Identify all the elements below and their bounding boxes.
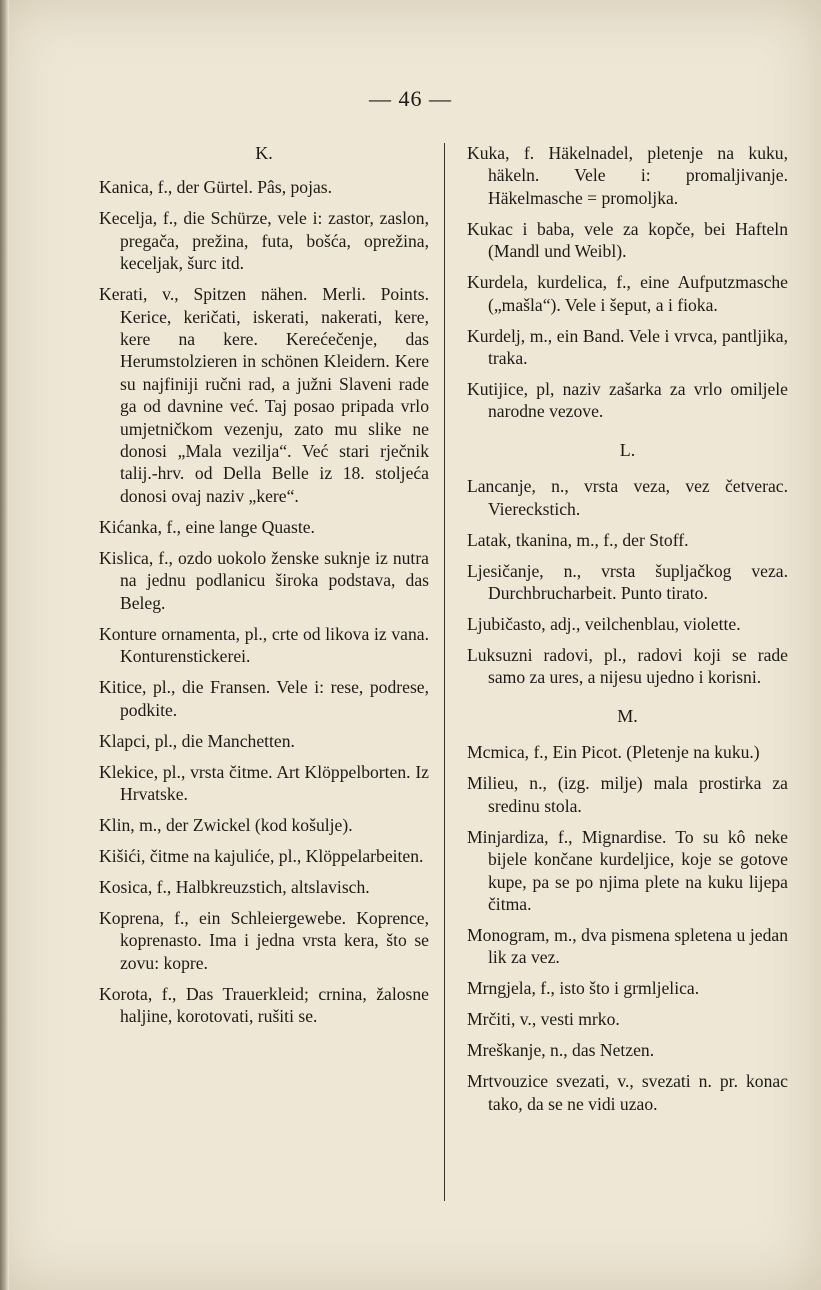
left-entries <box>99 176 429 1027</box>
dictionary-entry: Kecelja, f., die Schürze, vele i: zastor, zaslon, pregača, prežina, futa, bošća, oprežina, keceljak, šurc itd. <box>99 208 429 274</box>
dictionary-entry: Kitice, pl., die Fransen. Vele i: rese, podrese, podkite. <box>99 677 429 720</box>
dictionary-entry: Kurdelj, m., ein Band. Vele i vrvca, pantljika, traka. <box>467 325 788 369</box>
dictionary-entry: Koprena, f., ein Schleiergewebe. Koprence, koprenasto. Ima i jedna vrsta kera, što se zovu: kopre. <box>99 907 429 973</box>
dictionary-entry: Monogram, m., dva pismena spletena u jedan lik za vez. <box>467 924 788 968</box>
dictionary-entry: Kukac i baba, vele za kopče, bei Hafteln (Mandl und Weibl). <box>467 218 788 262</box>
dictionary-entry: Milieu, n., (izg. milje) mala prostirka za sredinu stola. <box>467 773 788 816</box>
dictionary-entry: Kerati, v., Spitzen nähen. Merli. Points. Kerice, keričati, iskerati, nakerati, kere, kere na kere. Kerećečenje, das Herumstolzieren in schönen Kleidern. Kere su najfiniji ručni rad, a južni Slaveni rade ga od davnine već. Taj posao pripada vrlo umjetničkom vezenju, zato mu slike ne donosi „Mala vezilja“. Već stari rječnik talij.-hrv. od Della Belle iz 18. stoljeća donosi ovaj naziv „kere“. <box>99 284 429 506</box>
page-number: — 46 — <box>369 86 452 111</box>
dictionary-entry: Minjardiza, f., Mignardise. To su kô neke bijele končane kurdeljice, koje se gotove kupe, pa se po njima plete na kuku lijepa čitma. <box>467 826 788 914</box>
column-divider <box>444 143 445 1201</box>
dictionary-entry: Ljubičasto, adj., veilchenblau, violette. <box>467 614 741 635</box>
section-heading-k: K. <box>255 143 273 163</box>
dictionary-entry: Kanica, f., der Gürtel. Pâs, pojas. <box>99 177 333 198</box>
dictionary-entry: Latak, tkanina, m., f., der Stoff. <box>467 529 689 550</box>
dictionary-entry: Kićanka, f., eine lange Quaste. <box>99 516 315 537</box>
right-column <box>467 142 788 1124</box>
dictionary-entry: Kosica, f., Halbkreuzstich, altslavisch. <box>99 876 370 897</box>
dictionary-entry: Mrtvouzice svezati, v., svezati n. pr. konac tako, da se ne vidi uzao. <box>467 1071 788 1114</box>
dictionary-entry: Korota, f., Das Trauerkleid; crnina, žalosne haljine, korotovati, rušiti se. <box>99 983 429 1027</box>
dictionary-entry: Mrngjela, f., isto što i grmljelica. <box>467 978 700 999</box>
dictionary-entry: Kutijice, pl, naziv zašarka za vrlo omiljele narodne vezove. <box>467 379 788 422</box>
section-heading-m: M. <box>617 705 638 726</box>
left-column <box>99 142 429 1036</box>
section-heading-l: L. <box>619 439 636 460</box>
dictionary-entry: Konture ornamenta, pl., crte od likova iz vana. Konturenstickerei. <box>99 623 429 667</box>
dictionary-entry: Lancanje, n., vrsta veza, vez četverac. Viereckstich. <box>467 476 788 519</box>
dictionary-entry: Kuka, f. Häkelnadel, pletenje na kuku, häkeln. Vele i: promaljivanje. Häkelmasche = promoljka. <box>467 143 788 208</box>
dictionary-entry: Ljesičanje, n., vrsta šupljačkog veza. Durchbrucharbeit. Punto tirato. <box>467 560 788 604</box>
dictionary-entry: Klapci, pl., die Manchetten. <box>99 730 295 751</box>
dictionary-entry: Mcmica, f., Ein Picot. (Pletenje na kuku.) <box>467 742 760 763</box>
dictionary-entry: Kišići, čitme na kajuliće, pl., Klöppelarbeiten. <box>99 845 424 866</box>
page-edge <box>0 0 9 1290</box>
dictionary-entry: Luksuzni radovi, pl., radovi koji se rade samo za ures, a nijesu ujedno i korisni. <box>467 645 788 688</box>
dictionary-entry: Kislica, f., ozdo uokolo ženske suknje iz nutra na jednu podlanicu široka podstava, das Beleg. <box>99 547 429 613</box>
dictionary-entry: Kurdela, kurdelica, f., eine Aufputzmasche („mašla“). Vele i šeput, a i fioka. <box>467 272 788 315</box>
dictionary-entry: Mrčiti, v., vesti mrko. <box>467 1009 620 1030</box>
dictionary-entry: Klin, m., der Zwickel (kod košulje). <box>99 814 353 835</box>
dictionary-entry: Mreškanje, n., das Netzen. <box>467 1040 655 1061</box>
dictionary-entry: Klekice, pl., vrsta čitme. Art Klöppelborten. Iz Hrvatske. <box>99 761 429 804</box>
